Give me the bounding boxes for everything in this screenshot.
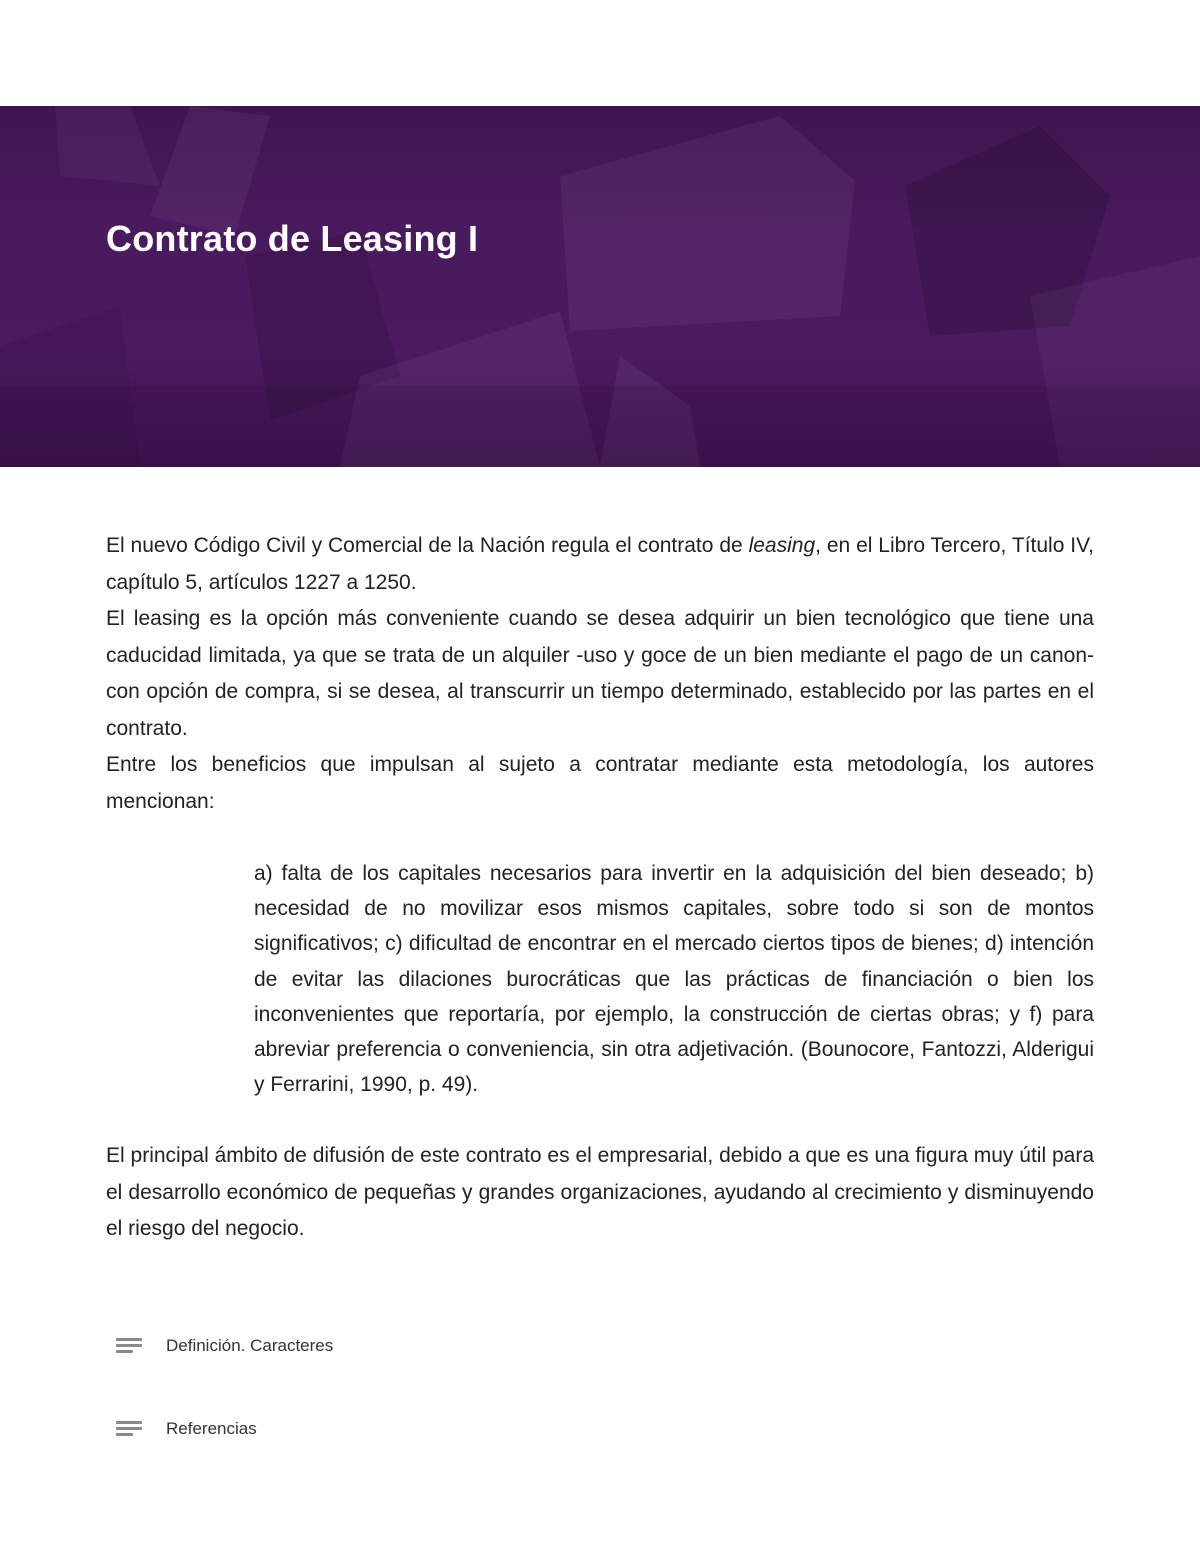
text-lines-icon (116, 1419, 142, 1439)
page-title: Contrato de Leasing I (106, 218, 479, 259)
text-lines-icon (116, 1336, 142, 1356)
banner-background-shapes (0, 106, 1200, 467)
nav-item-referencias[interactable] (116, 1414, 716, 1444)
intro-text-start: El nuevo Código Civil y Comercial de la Nación regula el contrato de (106, 534, 749, 557)
scope-paragraph: El principal ámbito de difusión de este contrato es el empresarial, debido a que es una figura muy útil para el desarrollo económico de pequeñas y grandes organizaciones, ayudando al crecimiento y disminuyendo el riesgo del negocio. (106, 1144, 1094, 1241)
intro-paragraph (106, 528, 1094, 601)
benefits-intro-paragraph: Entre los beneficios que impulsan al sujeto a contratar mediante esta metodología, los autores mencionan: (106, 753, 1094, 813)
block-quote: a) falta de los capitales necesarios para invertir en la adquisición del bien deseado; b) necesidad de no movilizar esos mismos capitales, sobre todo si son de montos significativos; c) dificultad de encontrar en el mercado ciertos tipos de bienes; d) intención de evitar las dilaciones burocráticas que las prácticas de financiación o bien los inconvenientes que reportaría, por ejemplo, la construcción de ciertas obras; y f) para abreviar preferencia o conveniencia, sin otra adjetivación. (Bounocore, Fantozzi, Alderigui y Ferrarini, 1990, p. 49). (254, 862, 1094, 1097)
header-banner (0, 106, 1200, 467)
intro-text-end: , en el Libro Tercero, Título IV, capítulo 5, artículos 1227 a 1250. (106, 534, 1095, 594)
nav-item-label: Referencias (166, 1419, 257, 1438)
nav-item-definicion[interactable] (116, 1331, 716, 1361)
main-content (106, 528, 1094, 1248)
leasing-description-paragraph: El leasing es la opción más conveniente cuando se desea adquirir un bien tecnológico que tiene una caducidad limitada, ya que se trata de un alquiler -uso y goce de un bien mediante el pago de un canon- con opción de compra, si se desea, al transcurrir un tiempo determinado, establecido por las partes en el contrato. (106, 607, 1094, 740)
intro-italic-term: leasing (748, 534, 816, 557)
nav-item-label: Definición. Caracteres (166, 1336, 334, 1355)
